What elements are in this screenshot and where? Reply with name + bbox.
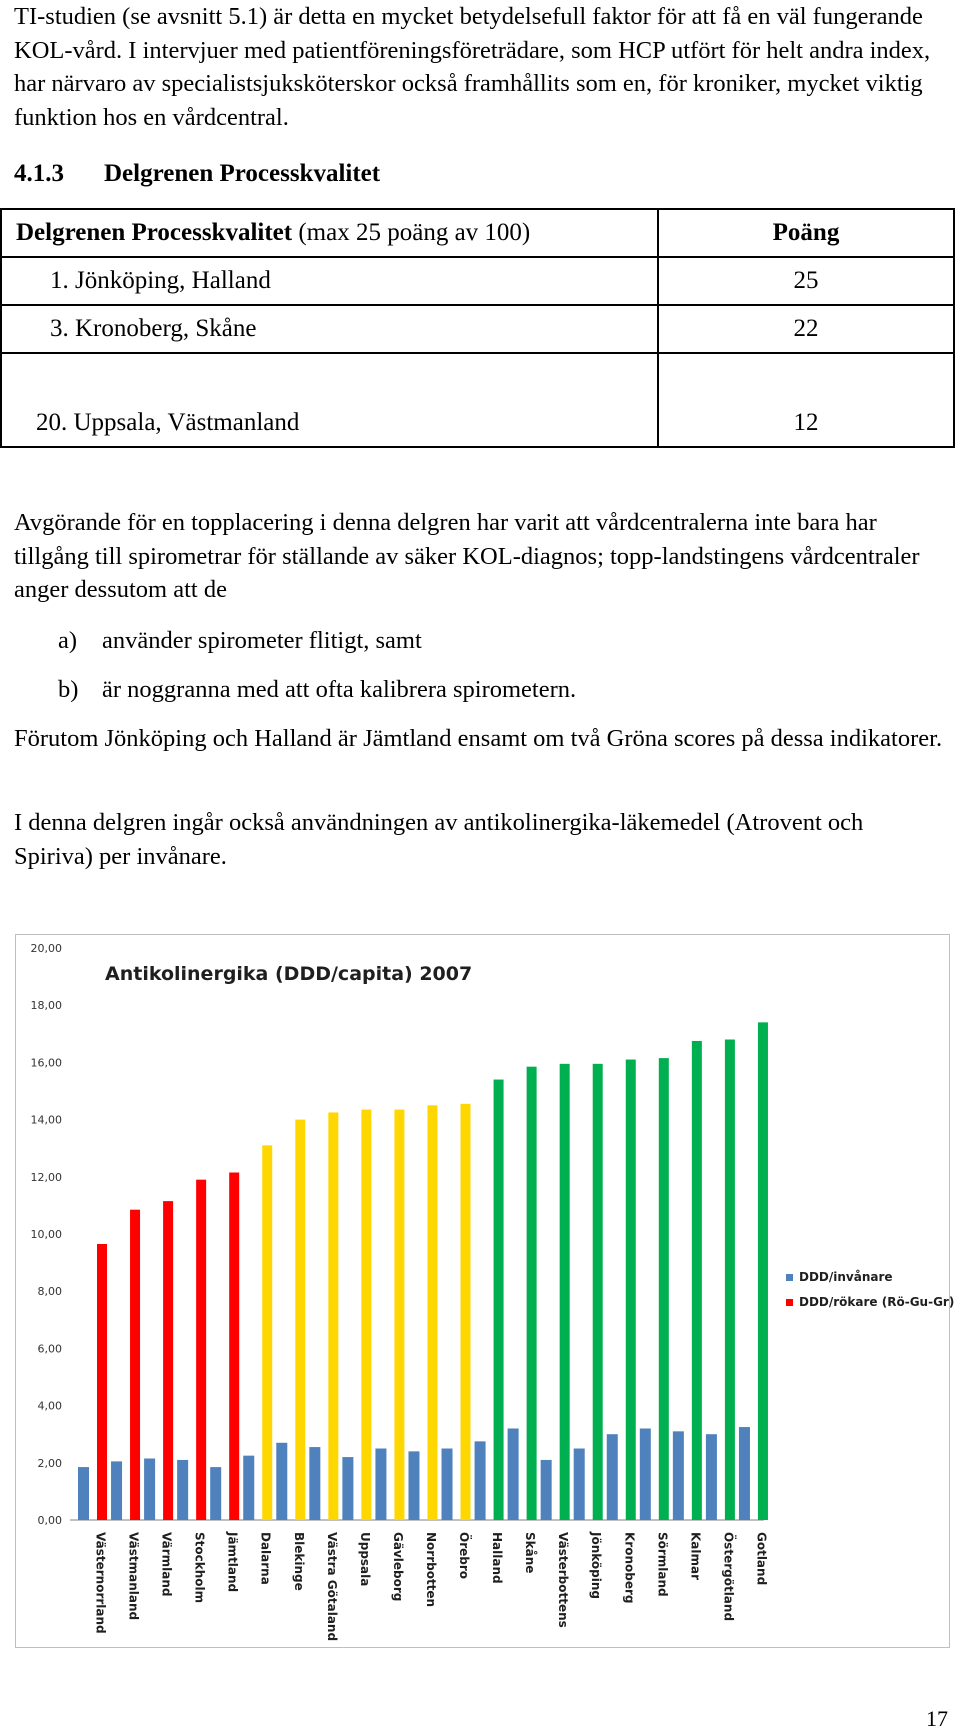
x-tick-label: Skåne <box>523 1532 538 1574</box>
row-rank: 1. <box>50 267 69 294</box>
x-tick-label: Jämtland <box>225 1532 240 1593</box>
table-row <box>1 257 954 305</box>
y-tick-label: 4,00 <box>37 1399 62 1413</box>
chart-frame <box>15 934 950 1648</box>
section-title: Delgrenen Processkvalitet <box>104 160 381 187</box>
x-tick-label: Västra Götaland <box>324 1532 339 1642</box>
row-name: Uppsala, Västmanland <box>73 409 300 436</box>
row-name: Jönköping, Halland <box>75 267 271 294</box>
y-tick-label: 0,00 <box>37 1514 62 1527</box>
x-tick-label: Kronoberg <box>622 1532 637 1604</box>
x-tick-label: Värmland <box>159 1532 174 1597</box>
score-table <box>0 208 955 448</box>
row-rank: 3. <box>50 315 69 342</box>
x-tick-label: Dalarna <box>258 1532 273 1585</box>
table-row <box>1 400 954 447</box>
points-header: Poäng <box>772 219 840 246</box>
row-name: Kronoberg, Skåne <box>75 315 257 342</box>
row-rank: 20. <box>36 409 68 436</box>
x-tick-label: Västernorrland <box>93 1532 108 1634</box>
x-tick-label: Blekinge <box>291 1532 306 1591</box>
x-tick-label: Norrbotten <box>423 1532 438 1608</box>
list-text: använder spirometer flitigt, samt <box>102 627 422 654</box>
legend-swatch <box>786 1274 793 1281</box>
x-tick-label: Västmanland <box>126 1532 141 1621</box>
list-item <box>58 673 576 706</box>
table-row <box>1 305 954 353</box>
legend-swatch <box>786 1299 793 1306</box>
x-tick-label: Gotland <box>754 1532 769 1586</box>
y-tick-label: 8,00 <box>37 1285 62 1299</box>
table-row <box>1 353 954 400</box>
x-tick-label: Västerbottens <box>556 1532 571 1628</box>
paragraph-3: Förutom Jönköping och Halland är Jämtland ensamt om två Gröna scores på dessa indikatorer. <box>14 725 943 752</box>
legend-item <box>786 1270 893 1284</box>
x-tick-label: Jönköping <box>589 1532 604 1599</box>
x-tick-label: Kalmar <box>688 1532 703 1581</box>
row-points: 25 <box>793 267 819 294</box>
y-tick-label: 16,00 <box>30 1056 62 1070</box>
x-tick-label: Gävleborg <box>390 1532 405 1602</box>
x-tick-label: Stockholm <box>192 1532 207 1604</box>
y-tick-label: 10,00 <box>30 1228 62 1241</box>
section-heading <box>14 160 380 188</box>
x-tick-label: Örebro <box>457 1532 472 1580</box>
list-text: är noggranna med att ofta kalibrera spirometern. <box>102 676 577 703</box>
x-tick-label: Uppsala <box>357 1532 372 1587</box>
x-tick-label: Östergötland <box>721 1532 736 1622</box>
table-header-row <box>1 209 954 257</box>
y-tick-label: 6,00 <box>37 1342 62 1356</box>
list-item <box>58 624 422 657</box>
y-tick-label: 18,00 <box>30 999 62 1013</box>
row-points: 22 <box>793 315 819 342</box>
paragraph-2: Avgörande för en topplacering i denna delgren har varit att vårdcentralerna inte bara har tillgång till spirometrar för ställande av säker KOL-diagnos; topp-landstingens vårdcentraler anger dessutom att de <box>14 509 920 603</box>
page-number: 17 <box>926 1706 948 1731</box>
table-header-rest: (max 25 poäng av 100) <box>292 219 531 246</box>
section-number: 4.1.3 <box>14 160 64 187</box>
intro-paragraph: TI-studien (se avsnitt 5.1) är detta en mycket betydelsefull faktor för att få en väl fungerande KOL-vård. I intervjuer med patientföreningsföreträdare, som HCP utfört för helt andra index, har närvaro av specialistsjuksköterskor också framhållits som en, för kroniker, mycket viktig funktion hos en vårdcentral. <box>14 3 931 131</box>
y-tick-label: 2,00 <box>37 1456 62 1470</box>
list-label: b) <box>58 676 79 703</box>
y-tick-label: 14,00 <box>30 1113 62 1127</box>
legend-label: DDD/rökare (Rö-Gu-Gr) <box>799 1295 955 1309</box>
list-label: a) <box>58 627 78 654</box>
y-tick-label: 20,00 <box>30 942 62 955</box>
legend-item <box>786 1295 954 1309</box>
y-tick-label: 12,00 <box>30 1170 62 1184</box>
x-tick-label: Sörmland <box>655 1532 670 1597</box>
row-points: 12 <box>793 409 819 436</box>
x-tick-label: Halland <box>490 1532 505 1584</box>
paragraph-4: I denna delgren ingår också användningen av antikolinergika-läkemedel (Atrovent och Spiriva) per invånare. <box>14 809 864 870</box>
legend-label: DDD/invånare <box>799 1270 893 1284</box>
chart-title: Antikolinergika (DDD/capita) 2007 <box>105 963 473 985</box>
table-header-bold: Delgrenen Processkvalitet <box>16 219 293 246</box>
